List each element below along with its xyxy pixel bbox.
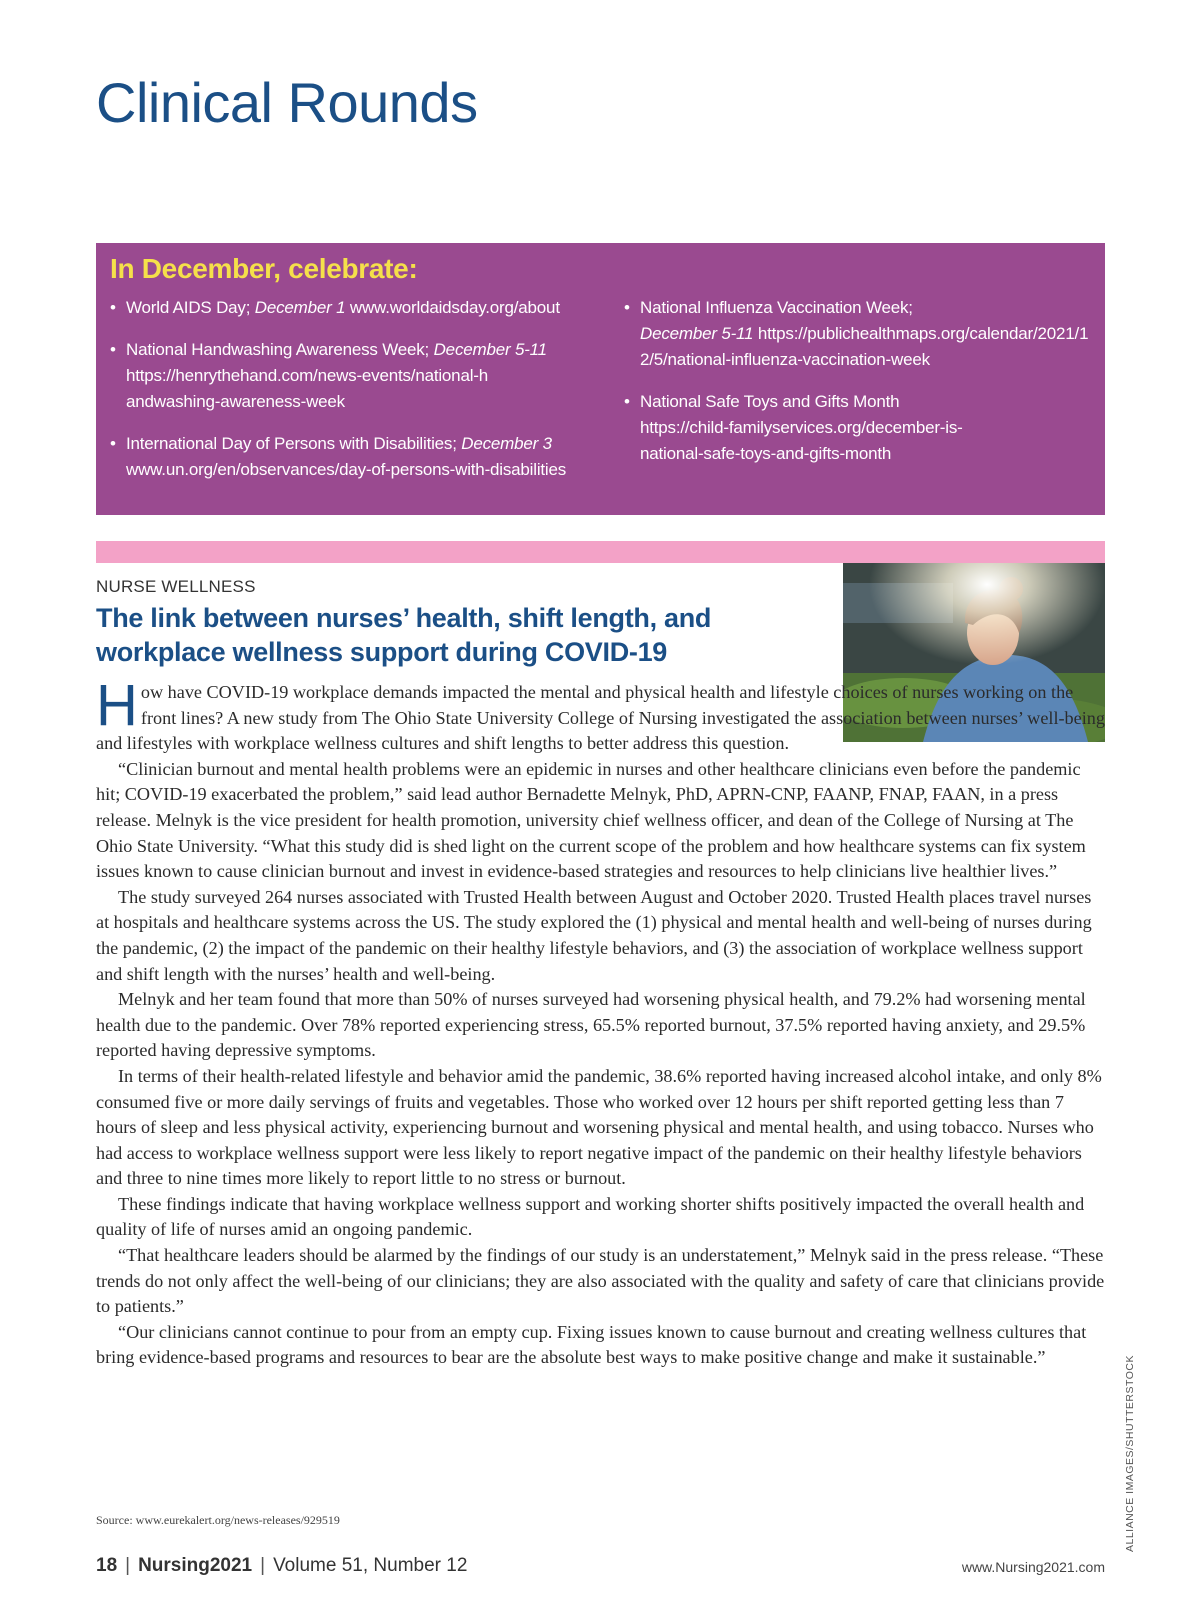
article-paragraph: “Clinician burnout and mental health problems were an epidemic in nurses and other healthcare clinicians even before the pandemic hit; COVID-19 exacerbated the problem,” said lead author Bernadette Melnyk, PhD, APRN-CNP, FAANP, FNAP, FAAN, in a press release. Melnyk is the vice president for health promotion, university chief wellness officer, and dean of the College of Nursing at The Ohio State University. “What this study did is shed light on the current scope of the problem and how healthcare systems can fix system issues known to cause clinician burnout and invest in evidence-based strategies and resources to help clinicians live healthier lives.”: [96, 758, 1086, 882]
divider-bar: [96, 541, 1105, 563]
event-name: National Influenza Vaccination Week;: [640, 298, 913, 317]
article-paragraph: The study surveyed 264 nurses associated with Trusted Health between August and October 2020. Trusted Health places travel nurses at hospitals and healthcare systems across the US. The study explored the (1) physical and mental health and well-being of nurses during the pandemic, (2) the impact of the pandemic on their healthy lifestyle behaviors, and (3) the association of workplace wellness support and shift length with the nurses’ health and well-being.: [96, 886, 1092, 984]
article-paragraph: In terms of their health-related lifestyle and behavior amid the pandemic, 38.6% reported having increased alcohol intake, and only 8% consumed five or more daily servings of fruits and vegetables. Those who worked over 12 hours per shift reported getting less than 7 hours of sleep and less physical activity, experiencing burnout and worsening physical and mental health, and using tobacco. Nurses who had access to workplace wellness support were less likely to report negative impact of the pandemic on their healthy lifestyle behaviors and three to nine times more likely to report little to no stress or burnout.: [96, 1065, 1102, 1189]
page-number: 18: [96, 1555, 118, 1576]
article-paragraph: [96, 673, 1105, 757]
celebrate-item: [624, 389, 1094, 467]
photo-credit: ALLIANCE IMAGES/SHUTTERSTOCK: [1124, 1355, 1136, 1553]
page-footer: [96, 1555, 1105, 1585]
celebrate-item: [110, 295, 610, 321]
source-citation: Source: www.eurekalert.org/news-releases/929519: [96, 1513, 340, 1527]
article-paragraph: “Our clinicians cannot continue to pour from an empty cup. Fixing issues known to cause burnout and creating wellness cultures that bring evidence-based programs and resources to bear are the absolute best ways to make positive change and make it sustainable.”: [96, 1321, 1087, 1368]
event-date: December 3: [461, 434, 552, 453]
event-name: World AIDS Day;: [126, 298, 251, 317]
celebrate-list-left: [110, 295, 610, 499]
event-date: December 5-11: [640, 324, 754, 343]
celebrate-list-right: [624, 295, 1094, 483]
event-date: December 5-11: [433, 340, 547, 359]
article-kicker: NURSE WELLNESS: [96, 577, 256, 596]
event-link[interactable]: https://henrythehand.com/news-events/national-handwashing-awareness-week: [126, 366, 488, 411]
celebrate-box: [96, 243, 1105, 515]
celebrate-item: [110, 431, 610, 483]
article-paragraph: “That healthcare leaders should be alarmed by the findings of our study is an understatement,” Melnyk said in the press release. “These trends do not only affect the well-being of our clinicians; they are also associated with the quality and safety of care that clinicians provide to patients.”: [96, 1245, 1105, 1317]
first-paragraph-text: ow have COVID-19 workplace demands impacted the mental and physical health and lifestyle choices of nurses working on the front lines? A new study from The Ohio State University College of Nursing investigated the association between nurses’ well-being and lifestyles with workplace wellness cultures and shift lengths to better address this question.: [96, 682, 1105, 754]
celebrate-item: [110, 337, 610, 415]
bullet-icon: •: [110, 434, 116, 453]
event-name: National Handwashing Awareness Week;: [126, 340, 430, 359]
bullet-icon: •: [624, 392, 630, 411]
event-link[interactable]: www.worldaidsday.org/about: [349, 298, 560, 317]
bullet-icon: •: [110, 340, 116, 359]
event-name: National Safe Toys and Gifts Month: [640, 392, 900, 411]
event-link[interactable]: www.un.org/en/observances/day-of-persons-with-disabilities: [126, 460, 567, 479]
event-name: International Day of Persons with Disabilities;: [126, 434, 457, 453]
event-link[interactable]: https://child-familyservices.org/december-is-national-safe-toys-and-gifts-month: [640, 418, 963, 463]
celebrate-heading: In December, celebrate:: [110, 253, 418, 284]
article-paragraph: Melnyk and her team found that more than 50% of nurses surveyed had worsening physical health, and 79.2% had worsening mental health due to the pandemic. Over 78% reported experiencing stress, 65.5% reported burnout, 37.5% reported having anxiety, and 29.5% reported having depressive symptoms.: [96, 989, 1086, 1061]
event-link[interactable]: https://publichealthmaps.org/calendar/2021/12/5/national-influenza-vaccination-week: [640, 324, 1089, 369]
volume-info: Volume 51, Number 12: [273, 1555, 468, 1576]
drop-cap: H: [96, 673, 138, 738]
article-paragraph: These findings indicate that having workplace wellness support and working shorter shifts positively impacted the overall health and quality of life of nurses amid an ongoing pandemic.: [96, 1193, 1085, 1240]
website-link[interactable]: www.Nursing2021.com: [961, 1559, 1105, 1575]
bullet-icon: •: [624, 298, 630, 317]
article-body: [96, 673, 1105, 1371]
magazine-name: Nursing2021: [138, 1555, 253, 1576]
bullet-icon: •: [110, 298, 116, 317]
event-date: December 1: [254, 298, 346, 317]
footer-separator: |: [260, 1555, 266, 1576]
celebrate-item: [624, 295, 1094, 373]
footer-separator: |: [125, 1555, 131, 1576]
section-title: Clinical Rounds: [96, 71, 478, 134]
article-headline: The link between nurses’ health, shift length, and workplace wellness support during COVID-19: [96, 603, 712, 667]
